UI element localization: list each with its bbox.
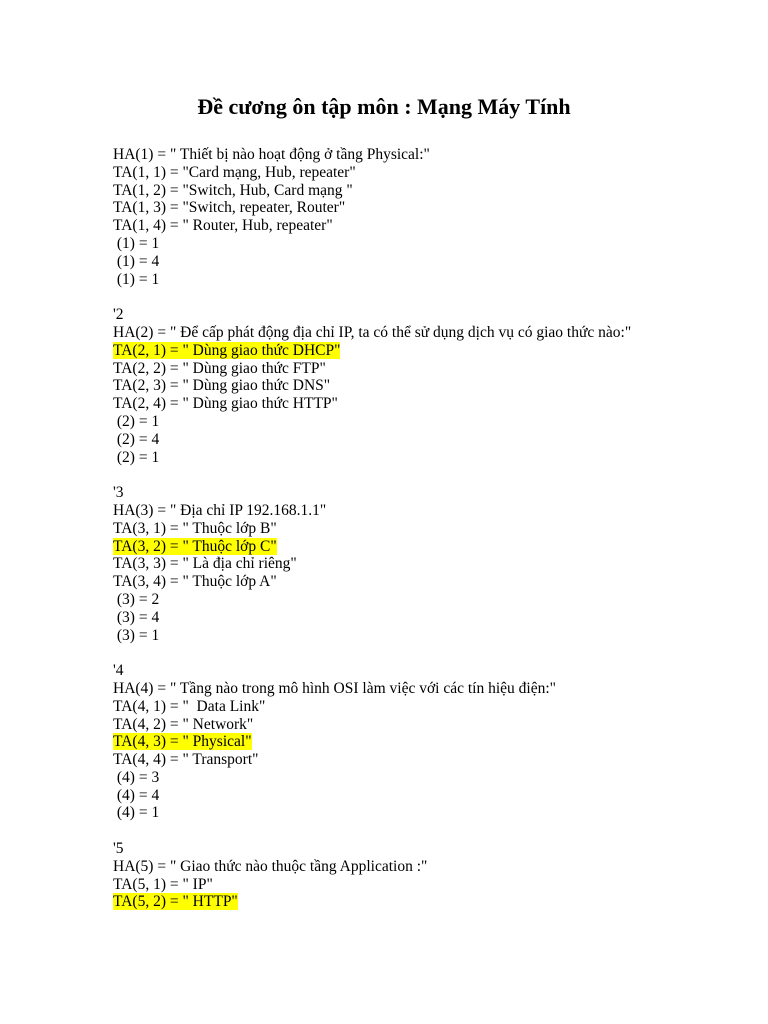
question-4-marker: '4 <box>113 662 124 680</box>
answer-2-4: TA(2, 4) = " Dùng giao thức HTTP" <box>113 395 338 413</box>
value-3-2: (3) = 4 <box>113 608 160 626</box>
document-title: Đề cương ôn tập môn : Mạng Máy Tính <box>197 94 571 119</box>
answer-2-2: TA(2, 2) = " Dùng giao thức FTP" <box>113 359 326 377</box>
answer-3-3: TA(3, 3) = " Là địa chỉ riêng" <box>113 555 297 573</box>
spacer <box>113 644 733 662</box>
answer-4-3-highlighted <box>113 733 733 751</box>
value-2-3: (2) = 1 <box>113 448 160 466</box>
answer-1-3: TA(1, 3) = "Switch, repeater, Router" <box>113 199 346 217</box>
spacer <box>113 466 733 484</box>
answer-3-2-highlighted <box>113 538 733 556</box>
question-5-marker: '5 <box>113 840 124 858</box>
value-1-3: (1) = 1 <box>113 270 160 288</box>
highlight: TA(3, 2) = " Thuộc lớp C" <box>113 537 277 555</box>
answer-2-3: TA(2, 3) = " Dùng giao thức DNS" <box>113 377 331 395</box>
highlight: TA(2, 1) = " Dùng giao thức DHCP" <box>113 341 341 359</box>
answer-5-1: TA(5, 1) = " IP" <box>113 875 213 893</box>
value-4-3: (4) = 1 <box>113 804 160 822</box>
answer-2-1-highlighted <box>113 342 733 360</box>
value-4-2: (4) = 4 <box>113 786 160 804</box>
value-1-1: (1) = 1 <box>113 234 160 252</box>
value-3-3: (3) = 1 <box>113 626 160 644</box>
answer-1-2: TA(1, 2) = "Switch, Hub, Card mạng " <box>113 181 353 199</box>
answer-3-1: TA(3, 1) = " Thuộc lớp B" <box>113 519 277 537</box>
question-4: HA(4) = " Tầng nào trong mô hình OSI làm việc với các tín hiệu điện:" <box>113 679 556 697</box>
highlight: TA(5, 2) = " HTTP" <box>113 893 238 911</box>
question-3: HA(3) = " Địa chỉ IP 192.168.1.1" <box>113 501 327 519</box>
value-4-1: (4) = 3 <box>113 768 160 786</box>
value-2-1: (2) = 1 <box>113 412 160 430</box>
answer-3-4: TA(3, 4) = " Thuộc lớp A" <box>113 573 277 591</box>
question-2-marker: '2 <box>113 306 124 324</box>
spacer <box>113 822 733 840</box>
spacer <box>113 288 733 306</box>
question-2: HA(2) = " Để cấp phát động địa chỉ IP, ta có thể sử dụng dịch vụ có giao thức nào:" <box>113 323 632 341</box>
answer-5-2-highlighted <box>113 893 733 911</box>
question-5: HA(5) = " Giao thức nào thuộc tầng Application :" <box>113 857 428 875</box>
value-2-2: (2) = 4 <box>113 430 160 448</box>
answer-4-2: TA(4, 2) = " Network" <box>113 715 254 733</box>
highlight: TA(4, 3) = " Physical" <box>113 733 252 751</box>
answer-1-4: TA(1, 4) = " Router, Hub, repeater" <box>113 217 333 235</box>
question-1: HA(1) = " Thiết bị nào hoạt động ở tầng Physical:" <box>113 146 430 163</box>
answer-4-1: TA(4, 1) = " Data Link" <box>113 697 266 715</box>
question-3-marker: '3 <box>113 484 124 502</box>
answer-1-1: TA(1, 1) = "Card mạng, Hub, repeater" <box>113 163 356 181</box>
document-body <box>113 146 733 911</box>
value-3-1: (3) = 2 <box>113 590 160 608</box>
answer-4-4: TA(4, 4) = " Transport" <box>113 751 259 769</box>
value-1-2: (1) = 4 <box>113 252 160 270</box>
